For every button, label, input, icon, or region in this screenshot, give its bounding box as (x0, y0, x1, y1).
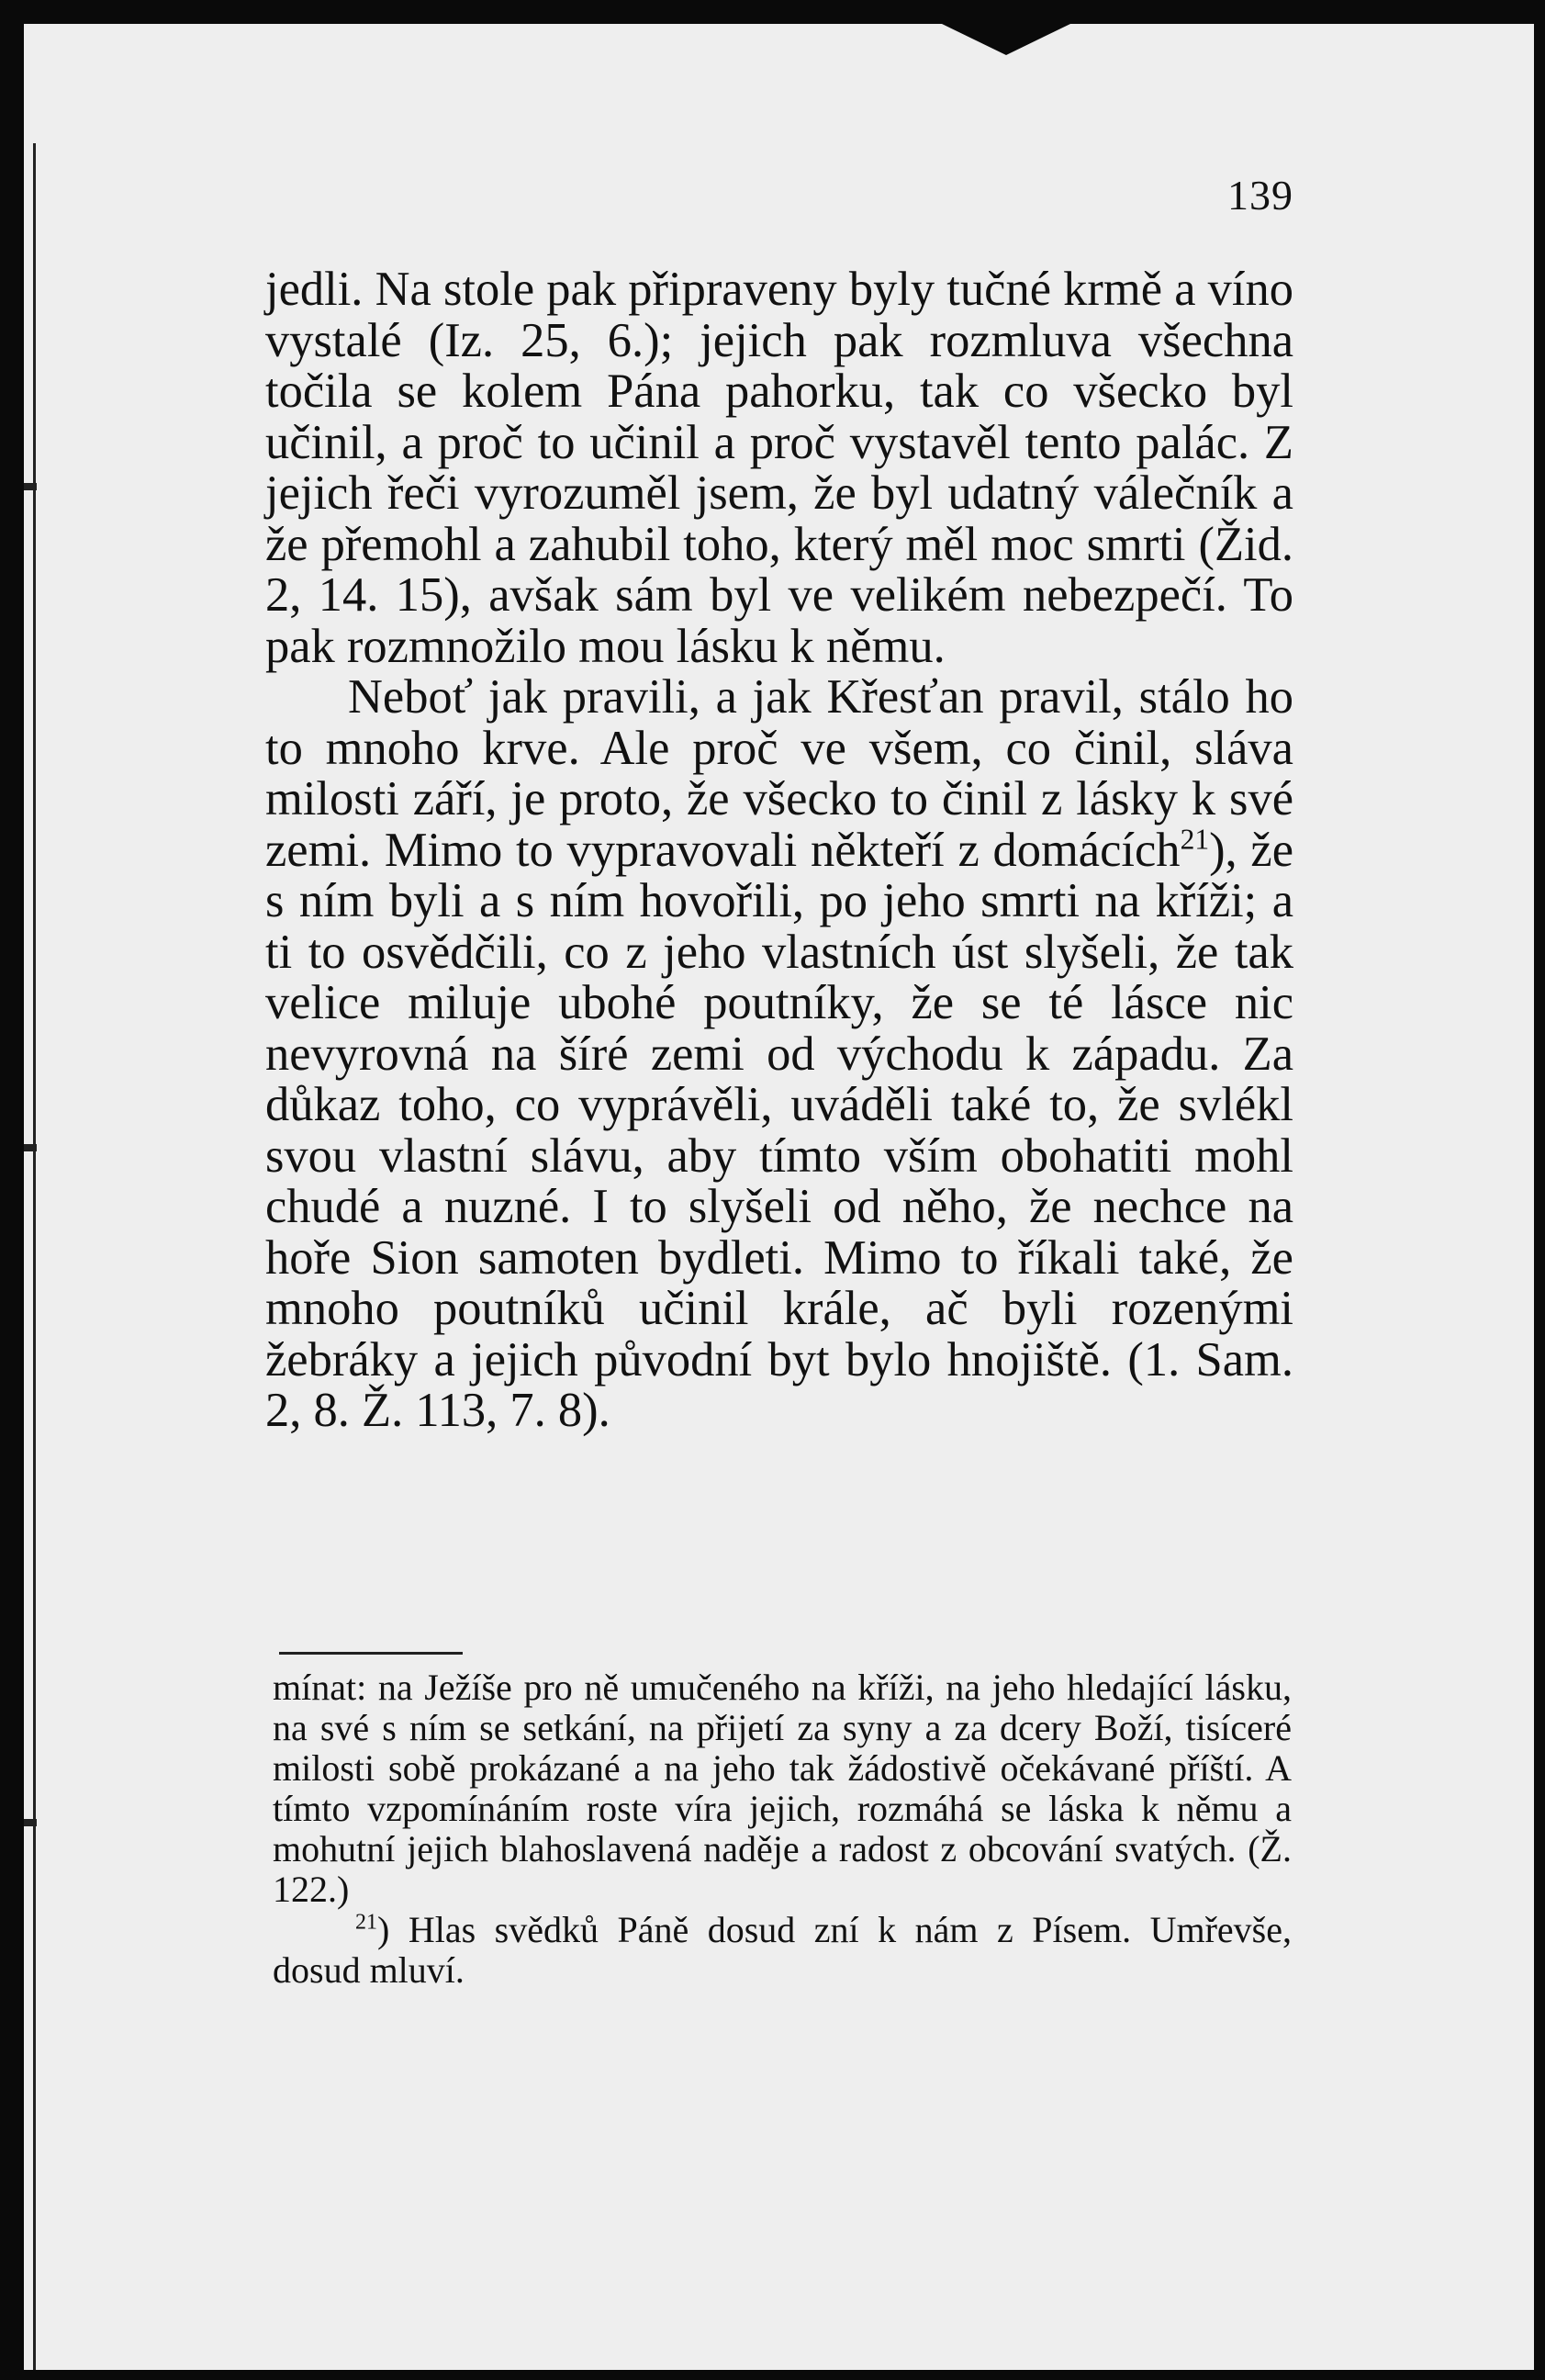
footnotes (273, 1667, 1292, 1991)
main-text (265, 264, 1293, 1437)
page-number: 139 (1227, 172, 1293, 219)
paragraph-2-start: Neboť jak pravili, a jak Křesťan pravil, stálo ho to mnoho krve. Ale proč ve všem, co činil, sláva milosti září, je proto, že všecko to činil z lásky k své zemi. Mimo to vypravovali někteří z domácích (265, 670, 1293, 877)
binding-edge (33, 143, 36, 2370)
footnote-rule (279, 1652, 463, 1655)
paragraph-2-end: ), že s ním byli a s ním hovořili, po jeho smrti na kříži; a ti to osvědčili, co z jeho vlastních úst slyšeli, že tak velice miluje ubohé poutníky, že se té lásce nic nevyrovná na šíré zemi od východu k západu. Za důkaz toho, co vyprávěli, uváděli také to, že svlékl svou vlastní slávu, aby tímto vším obohatiti mohl chudé a nuzné. I to slyšeli od něho, že nechce na hoře Sion samoten bydleti. Mimo to říkali také, že mnoho poutníků učinil krále, ač byli rozenými žebráky a jejich původní byt bylo hnojiště. (1. Sam. 2, 8. Ž. 113, 7. 8). (265, 823, 1293, 1437)
footnote-21-text: ) Hlas svědků Páně dosud zní k nám z Písem. Umřevše, dosud mluví. (273, 1909, 1292, 1991)
binding-mark (24, 1144, 37, 1151)
book-page (24, 24, 1534, 2370)
footnote-21 (273, 1910, 1292, 1991)
paragraph-1: jedli. Na stole pak připraveny byly tučné krmě a víno vystalé (Iz. 25, 6.); jejich pak rozmluva všechna točila se kolem Pána pahorku, tak co všecko byl učinil, a proč to učinil a proč vystavěl tento palác. Z jejich řeči vyrozuměl jsem, že byl udatný válečník a že přemohl a zahubil toho, který měl moc smrti (Žid. 2, 14. 15), avšak sám byl ve velikém nebezpečí. To pak rozmnožilo mou lásku k němu. (265, 263, 1293, 673)
binding-mark (24, 1819, 37, 1826)
paragraph-2 (265, 672, 1293, 1437)
binding-mark (24, 483, 37, 490)
footnote-continuation: mínat: na Ježíše pro ně umučeného na kříži, na jeho hledající lásku, na své s ním se setkání, na přijetí za syny a za dcery Boží, tisíceré milosti sobě prokázané a na jeho tak žádostivě očekávané příští. A tímto vzpomínáním roste víra jejich, rozmáhá se láska k němu a mohutní jejich blahoslavená naděje a radost z obcování svatých. (Ž. 122.) (273, 1667, 1292, 1910)
footnote-marker: 21 (355, 1910, 377, 1935)
top-notch (942, 24, 1070, 55)
footnote-ref: 21 (1180, 823, 1210, 855)
